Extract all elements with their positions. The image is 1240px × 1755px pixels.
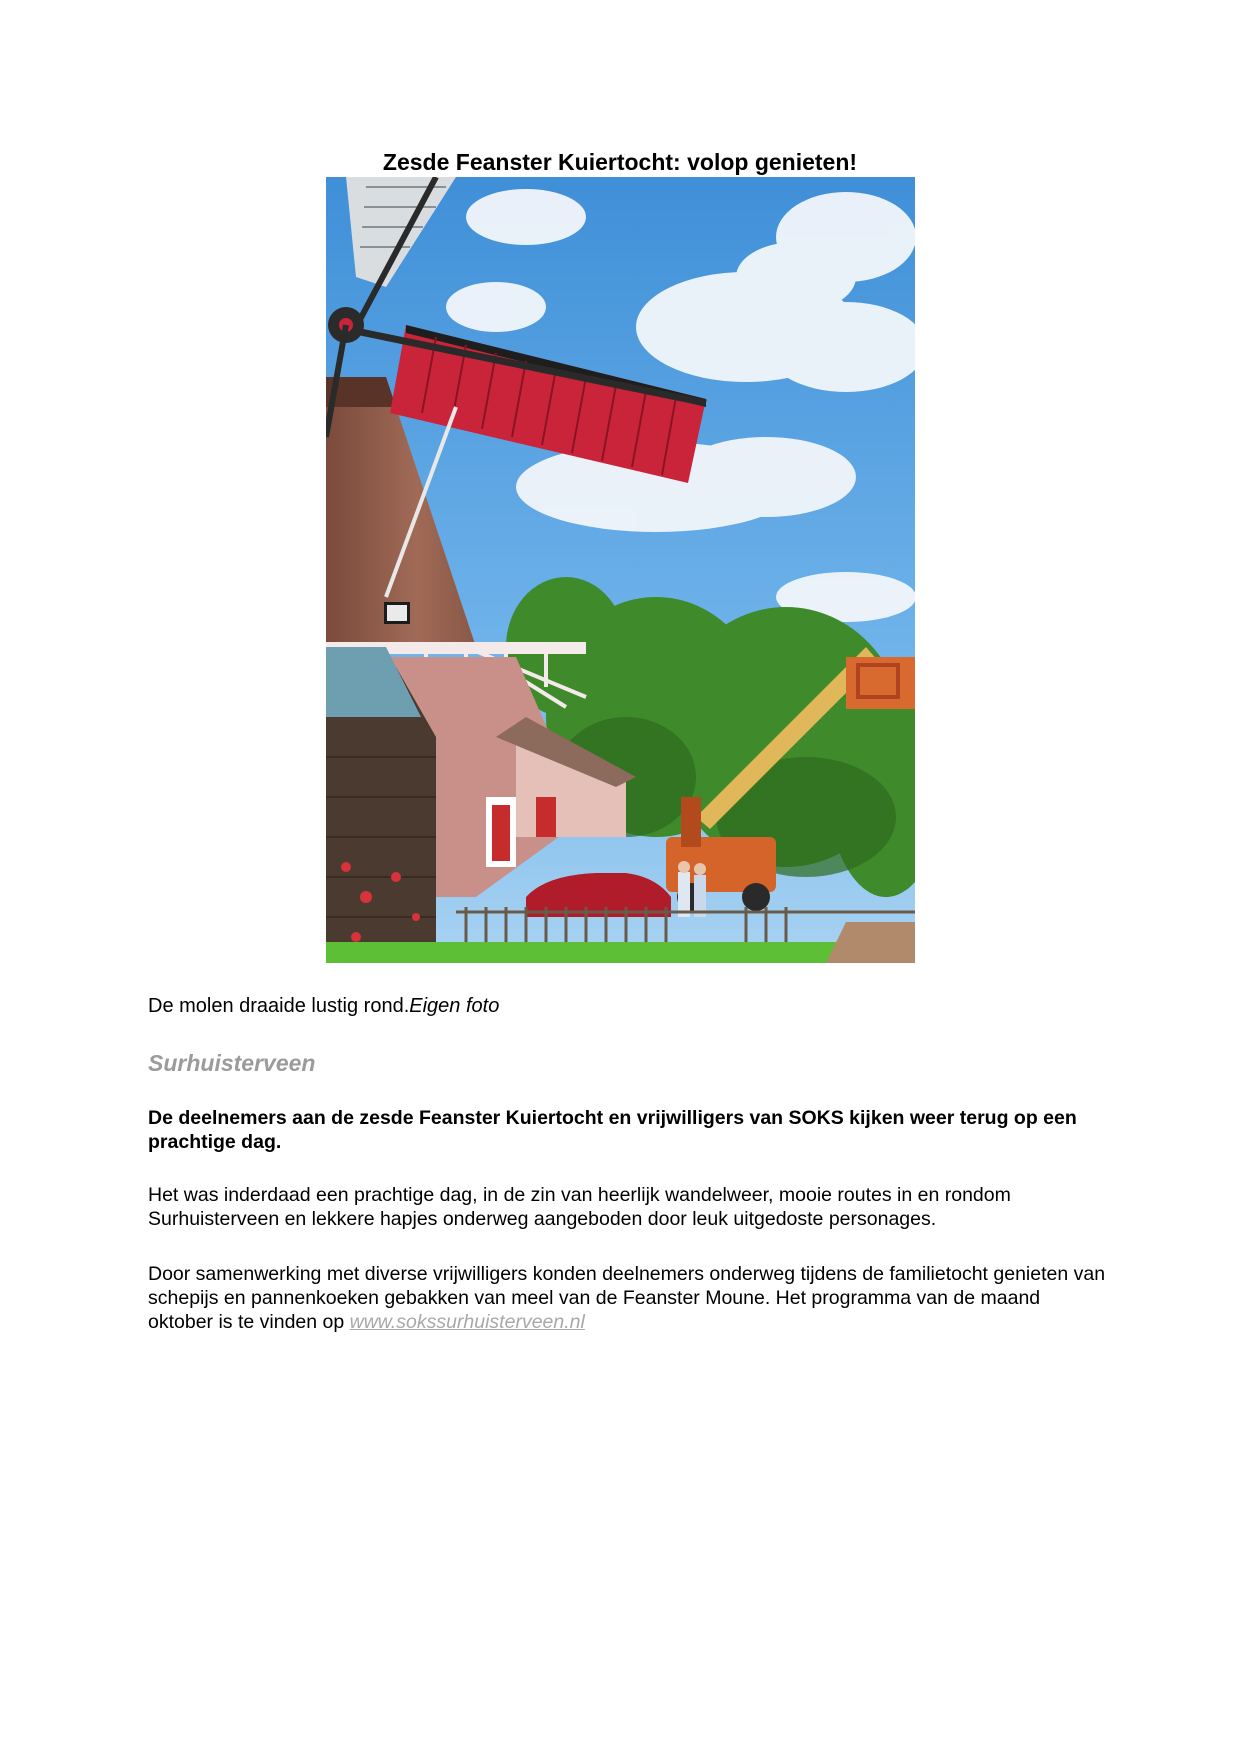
caption-text: De molen draaide lustig rond. xyxy=(148,995,410,1017)
website-link[interactable]: www.sokssurhuisterveen.nl xyxy=(349,1311,585,1333)
caption-credit: Eigen foto xyxy=(409,995,500,1017)
body-paragraph-2 xyxy=(148,1262,1108,1334)
windmill-photo xyxy=(326,177,915,963)
dateline: Surhuisterveen xyxy=(148,1050,316,1076)
article-title: Zesde Feanster Kuiertocht: volop genieten! xyxy=(382,149,858,175)
photo-caption xyxy=(148,994,499,1018)
lead-paragraph: De deelnemers aan de zesde Feanster Kuiertocht en vrijwilligers van SOKS kijken weer terug op een prachtige dag. xyxy=(148,1107,1077,1153)
body-paragraph-2-text: Door samenwerking met diverse vrijwilligers konden deelnemers onderweg tijdens de familietocht genieten van schepijs en pannenkoeken gebakken van meel van de Feanster Moune. Het programma van de maand oktober is te vinden op xyxy=(148,1263,1106,1333)
body-paragraph-1: Het was inderdaad een prachtige dag, in de zin van heerlijk wandelweer, mooie routes in en rondom Surhuisterveen en lekkere hapjes onderweg aangeboden door leuk uitgedoste personages. xyxy=(148,1184,1011,1230)
